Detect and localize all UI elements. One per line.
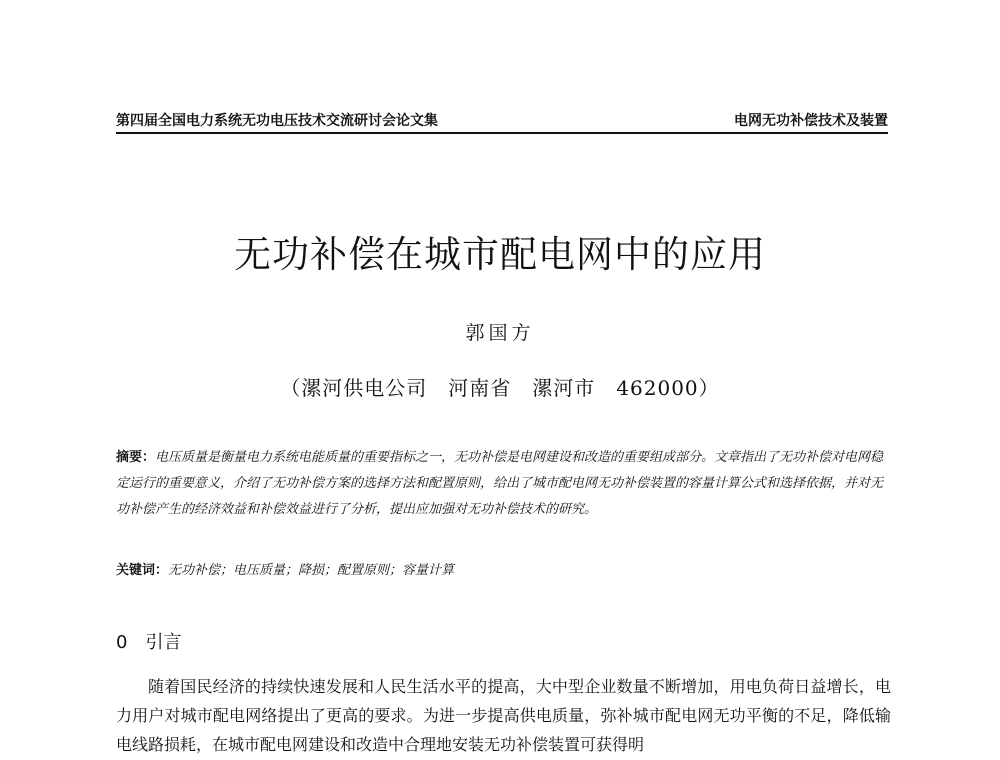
section-heading bbox=[116, 628, 181, 654]
paper-title: 无功补偿在城市配电网中的应用 bbox=[234, 233, 766, 276]
author-name: 郭国方 bbox=[465, 322, 535, 344]
keywords-label: 关键词： bbox=[116, 563, 169, 578]
abstract-label: 摘要： bbox=[116, 450, 156, 465]
keywords bbox=[116, 559, 891, 583]
section-title: 引言 bbox=[145, 632, 182, 653]
section-category: 电网无功补偿技术及装置 bbox=[734, 113, 888, 129]
body-paragraph: 随着国民经济的持续快速发展和人民生活水平的提高，大中型企业数量不断增加，用电负荷日益增长，电力用户对城市配电网络提出了更高的要求。为进一步提高供电质量，弥补城市配电网无功平衡的不足，降低输电线路损耗，在城市配电网建设和改造中合理地安装无功补偿装置可获得明 bbox=[116, 677, 891, 754]
keywords-text: 无功补偿；电压质量；降损；配置原则；容量计算 bbox=[168, 563, 455, 578]
abstract bbox=[116, 445, 891, 523]
proceedings-title: 第四届全国电力系统无功电压技术交流研讨会论文集 bbox=[116, 113, 438, 129]
running-header bbox=[116, 108, 888, 134]
author-affiliation: （漯河供电公司 河南省 漯河市 462000） bbox=[280, 376, 720, 400]
section-number: 0 bbox=[116, 632, 128, 653]
abstract-text: 电压质量是衡量电力系统电能质量的重要指标之一，无功补偿是电网建设和改造的重要组成部分。文章指出了无功补偿对电网稳定运行的重要意义，介绍了无功补偿方案的选择方法和配置原则，给出了城市配电网无功补偿装置的容量计算公式和选择依据，并对无功补偿产生的经济效益和补偿效益进行了分析，提出应加强对无功补偿技术的研究。 bbox=[116, 450, 884, 517]
